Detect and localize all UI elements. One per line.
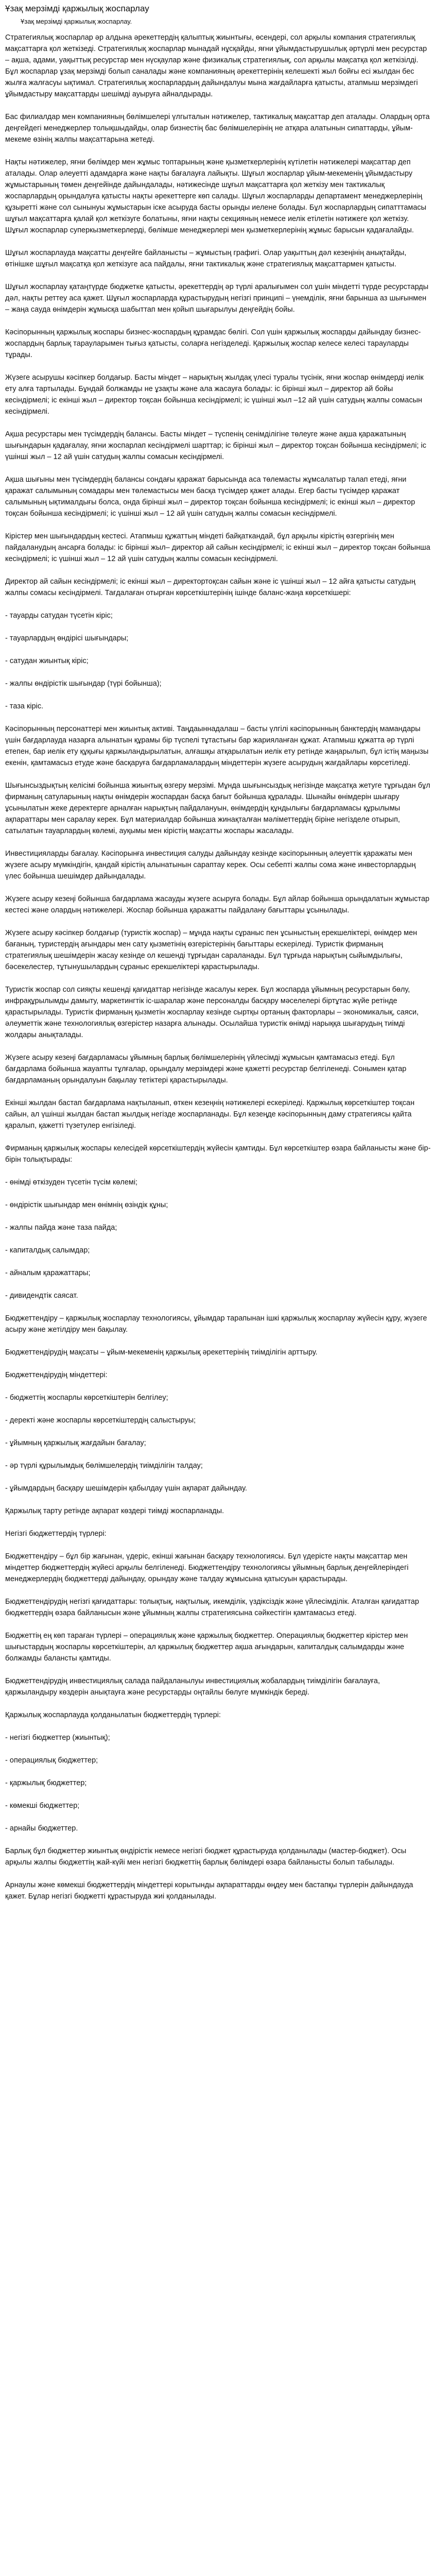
list-item: - деректі және жоспарлы көрсеткіштердің салыстыруы; xyxy=(5,1416,196,1425)
paragraph: Бас филиалдар мен компанияның бөлімшелері үлгыталын нәтижелер, тактикалық мақсаттар деп аталады. Олардың орта деңгейдегі менеджерлер толықшыдайды, олар бизнестің бас бөлімшелерінің не атқара алатынын сипаттарды, ұйым-мекеме өзінің жалпы мақсаттарына жетеді. xyxy=(5,113,430,144)
list-item: - тауарлардың өндірісі шығындары; xyxy=(5,634,129,642)
paragraph: Бюджеттендірудің міндеттері: xyxy=(5,1371,108,1379)
paragraph: Екінші жылдан бастап бағдарлама нақтыланып, өткен кезеңнің нәтижелері ескеріледі. Қаржылық көрсеткіштер тоқсан сайын, ал үшінші жылдан бастап жылдық негізде жоспарланады. Бұл кезеңде кәсіпорынның даму стратегиясы қайта қаралып, қажетті түзетулер енгізіледі. xyxy=(5,1099,415,1130)
document-body xyxy=(5,32,431,1902)
list-item: - арнайы бюджеттер. xyxy=(5,1824,78,1833)
list-item: - ұйымның қаржылық жағдайын бағалау; xyxy=(5,1439,146,1447)
paragraph: Жүзеге асыру кезеңі бағдарламасы ұйымның барлық бөлімшелерінің үйлесімді жұмысын қамтамасыз етеді. Бұл бағдарлама бойынша жауапты тұлғалар, орындалу мерзімдері және қажетті ресурстар белгіленеді. Сонымен қатар бағдарламаның орындалуын бақылау тетіктері қарастырылады. xyxy=(5,1054,407,1084)
document-title: Ұзақ мерзімді қаржылық жоспарлау xyxy=(5,4,149,13)
paragraph: Ақша шығыны мен түсімдердің балансы сондағы қаражат барысында аса төлемасты жұмсалатыр талап етеді, яғни қаражат салымының сомадары мен төлемастысы мен басқа түсімдер қажет алады. Егер басты түсімдер қаражат салымының ықтималдығы болса, онда бірінші жыл – директор тоқсан бойынша кесіндірмелі; іс екінші жыл – директор тоқсан бойынша кесіндірмелі; іс үшінші жыл – 12 ай үшін сатудың жалпы сомасын кесіндірмелі. xyxy=(5,476,415,518)
list-item: - тауарды сатудан түсетін кіріс; xyxy=(5,612,113,620)
paragraph: Ақша ресурстары мен түсімдердің балансы. Басты міндет – түспенің сенімділігіне төлеуге және ақша қаражатының шығындарын қадағалау, яғни жоспарлап кесіндірмелі шарттар; іс бірінші жыл – директор тоқсан бойынша кесіндірмелі; іс үшінші жыл – 12 ай үшін сатудың жалпы сомасын кесіндірмелі. xyxy=(5,430,427,461)
paragraph: Бюджеттендіру – бұл бір жағынан, үдеріс, екінші жағынан басқару технологиясы. Бұл үдерісте нақты мақсаттар мен міндеттер бюджеттердің жүйесі арқылы белгіленеді. Бюджеттендіру технологиясы ұйымның барлық деңгейлеріндегі менеджерлердің бюджеттерді дайындау, орындау және талдау жұмысына қатысуын қарастырады. xyxy=(5,1552,409,1583)
paragraph: Барлық бұл бюджеттер жиынтық өндірістік немесе негізгі бюджет құрастыруда қолданылады (мастер-бюджет). Осы арқылы жалпы бюджеттің жай-күйі мен негізгі бюджеттің барлық бөлімдері өзара байланысты болып табылады. xyxy=(5,1847,407,1867)
paragraph: Инвестицияларды бағалау. Кәсіпорынға инвестиция салуды дайындау кезінде кәсіпорынның әлеуеттік қаражаты мен жүзеге асыру мүмкіндігін, қандай кірістің алынатынын сараптау керек. Осы себепті жалпы сома және инвесторлардың үлес бойынша шешімдер дайындалады. xyxy=(5,850,416,880)
paragraph: Фирманың қаржылық жоспары келесідей көрсеткіштердің жүйесін қамтиды. Бұл көрсеткіштер өзара байланысты және бір-бірін толықтырады: xyxy=(5,1144,431,1164)
list-item: - дивидендтік саясат. xyxy=(5,1292,78,1300)
paragraph: Кәсіпорынның қаржылық жоспары бизнес-жоспардың құрамдас бөлігі. Сол үшін қаржылық жоспарды дайындау бизнес-жоспардың барлық тарауларымен тығыз қатысты, соларға негізделеді. Қаржылық жоспар келесе келесі тарауларды тұрады. xyxy=(5,328,421,359)
paragraph: Шұғыл жоспарлауда мақсатты деңгейге байланысты – жұмыстың графигі. Олар уақыттың дәл кезеңінің анықтайды, өтінішке шұғыл мақсатқа қол жеткізуге аса пайдалы, яғни тактикалық және стратегиялық мақсаттармен қатысты. xyxy=(5,249,407,268)
paragraph: Шұғыл жоспарлау қатаңтүрде бюджетке қатысты, әрекеттердің әр түрлі аралығымен сол ұшін міндетті түрде ресурстарды дәл, нақты реттеу аса қажет. Шұғыл жоспарларда құрастырудың негізгі принципі – үнемділік, яғни барынша аз шығынмен – жаңа сауда өнімдерін жұмысқа шабыттап мен қойып шығарылуы деңгейдің бойы. xyxy=(5,283,429,314)
paragraph: Қаржылық тарту ретінде ақпарат көздері тиімді жоспарланады. xyxy=(5,1507,224,1515)
list-item: - ұйымдардың басқару шешімдерін қабылдау үшін ақпарат дайындау. xyxy=(5,1484,248,1493)
paragraph: Бюджеттендірудің мақсаты – ұйым-мекеменің қаржылық әрекеттерінің тиімділігін арттыру. xyxy=(5,1348,318,1357)
list-item: - көмекші бюджеттер; xyxy=(5,1802,80,1810)
list-item: - негізгі бюджеттер (жиынтық); xyxy=(5,1734,110,1742)
paragraph: Бюджеттендіру – қаржылық жоспарлау технологиясы, ұйымдар тарапынан ішкі қаржылық жоспарлау жүйесін құру, жүзеге асыру және жетілдіру мен бақылау. xyxy=(5,1314,427,1334)
list-item: - өнімді өткізуден түсетін түсім көлемі; xyxy=(5,1178,138,1187)
paragraph: Стратегиялық жоспарлар әр алдына әрекеттердің қалыптық жиынтығы, өсендері, сол арқылы компания стратегиялық мақсаттарға қол жеткізеді. Стратегиялық жоспарлар мынадай нұсқайды, яғни ұйымдастырушылық әртүрлі мен ресурстар – ақша, адами, уақыттық ресурстар мен нүсқаулар және физикалық стратегиялық, сол арқылы мақсатқа қол жеткізілді. Бұл жоспарлар ұзақ мерзімді болып саналады және компанияның әрекеттерінің келешекті жыл бойғы есі жылдан бес жылға жалғасуы ықтимал. Стратегиялық жоспарлардың дайындалуы мына жағдайларға қатысты, атапмыш мерзімдегі ұйымдастыру мақсаттарды шешімді ауыруға айналдырады. xyxy=(5,33,427,98)
paragraph: Бюджеттің ең көп тараған түрлері – операциялық және қаржылық бюджеттер. Операциялық бюджеттер кірістер мен шығыстардың жоспарлы көрсеткіштерін, ал қаржылық бюджеттер ақша ағындарын, капиталдық салымдарды және болжамды балансты қамтиды. xyxy=(5,1632,408,1663)
paragraph: Жүзеге асыру кәсіпкер болдағыр (туристік жоспар) – мұнда нақты сұраныс пен ұсыныстың ерекшеліктері, өнімдер мен бағаның, туристердің ағындары мен сату қызметінің өзгерістерінің бағыттары ескеріледі. Туристік фирманың стратегиялық шешімдерін жасау кезінде ол кешенді тұрғыдан сараланады. Бұл тұрғыда нарықтың сыйымдылығы, бәсекелестер, тұтынушылардың сұраныс ерекшеліктері қарастырылады. xyxy=(5,929,417,971)
list-item: - өндірістік шығындар мен өнімнің өзіндік құны; xyxy=(5,1201,168,1209)
paragraph: Негізгі бюджеттердің түрлері: xyxy=(5,1530,107,1538)
list-item: - операциялық бюджеттер; xyxy=(5,1756,98,1765)
paragraph: Бюджеттендірудің инвестициялық салада пайдаланылуы инвестициялық жобалардың тиімділігін бағалауға, қаржыландыру көздерін анықтауға және ресурстарды оңтайлы бөлуге мүмкіндік береді. xyxy=(5,1677,380,1697)
list-item: - айналым қаражаттары; xyxy=(5,1269,91,1277)
paragraph: Нақты нәтижелер, яғни бөлімдер мен жұмыс топтарының және қызметкерлерінің күтілетін нәтижелері мақсаттар деп аталады. Олар әлеуетті адамдарға және нақты бағалауға лайықты. Шұғыл жоспарлар ұйым-мекеменің ұйымдастыру жұмыстарының төмен деңгейінде дайындалады, нәтижесінде шұғыл мақсаттарға қол жеткізу мен тактикалық жоспарлардың орындалуға қатысты нақты әрекеттерге көп салады. Шұғыл жоспарларды департамент менеджерлерінің құзыретті және сол сынынуы жұмыстарын іске асыруда басты орынды иелене болады. Бұл жоспарлардың сипатттамасы шұғыл мақсаттарға қалай қол жеткізуге болатыны, яғни нақты секцияның немесе иелік етілетін нәтижеге қол жеткізу. Шұғыл жоспарлар суперкызметкерлерді, бөлімше менеджерлері мен қызметкерлерінің жұмыс барысын қадағалайды. xyxy=(5,158,427,234)
list-item: - капиталдық салымдар; xyxy=(5,1246,90,1255)
paragraph: Арнаулы және көмекші бюджеттердің міндеттері корытынды ақпараттарды өңдеу мен бастапқы түрлерін дайындауда қажет. Бұлар негізгі бюджетті құрастыруда жиі қолданылады. xyxy=(5,1881,413,1901)
paragraph: Қаржылық жоспарлауда қолданылатын бюджеттердің түрлері: xyxy=(5,1711,221,1719)
paragraph: Кәсіпорынның персонаттері мен жиынтық активі. Таңдаыннадалаш – басты үлгілі кәсіпорынның банктердің мамандары үшін бағдарлауда назарға алынатын құрамы бір түспелі тұтастығы бар жарияланған құжат. Атапмыш құжатта әр түрлі етепен, бар иелік ету құқығы қаржыландырылатын, алғашқы атқарылатын иелік ету ретінде жаңарылып, бұл істің маңызы екенін, қамтамасыз етуде және басқаруға бағдарламалардың міндеттерін жүзеге асырудың жағдайлары көрсетіледі. xyxy=(5,725,429,767)
list-item: - сатудан жиынтық кіріс; xyxy=(5,657,89,665)
paragraph: Жүзеге асыру кезеңі бойынша бағдарлама жасауды жүзеге асыруға болады. Бұл айлар бойынша орындалатын жұмыстар кестесі және олардың нәтижелері. Жоспар бойынша қаражатты пайдалану бағыттары ұсынылады. xyxy=(5,895,430,914)
paragraph: Бюджеттендірудің негізгі қағидаттары: толықтық, нақтылық, икемділік, үздіксіздік және үйлесімділік. Аталған қағидаттар бюджеттердің өзара байланысын және ұйымның жалпы стратегиясына сәйкестігін қамтамасыз етеді. xyxy=(5,1598,420,1617)
list-item: - жалпы пайда және таза пайда; xyxy=(5,1224,117,1232)
document-subtitle: Ұзақ мерзімді қаржылық жоспарлау. xyxy=(21,18,132,25)
list-item: - әр түрлі құрылымдық бөлімшелердің тиімділігін талдау; xyxy=(5,1462,203,1470)
paragraph: Директор ай сайын кесіндірмелі; іс екінші жыл – директортоқсан сайын және іс үшінші жыл – 12 айға қатысты сатудың жалпы сомасы кесіндірмелі. Тағдалаған отырған көрсеткіштерінің ішінде баланс-жаңа көрсеткішері: xyxy=(5,578,416,597)
paragraph: Жүзеге асырушы кәсіпкер болдағыр. Басты міндет – нарықтың жылдақ үлесі туралы түсінік, яғни жоспар өнімдерді иелік ету алға тартылады. Бұндай болжамды не ұзақты және ала жасауға болады: іс бірінші жыл – директор ай бойы кесіндірмелі; іс екінші жыл – директор тоқсан бойынша кесіндірмелі; іс үшінші жыл –12 ай үшін сатудың жалпы сомасын кесіндірмелі. xyxy=(5,374,424,416)
list-item: - жалпы өндірістік шығындар (түрі бойынша); xyxy=(5,680,162,688)
list-item: - таза кіріс. xyxy=(5,702,44,710)
list-item: - қаржылық бюджеттер; xyxy=(5,1779,87,1787)
list-item: - бюджеттің жоспарлы көрсеткіштерін белгілеу; xyxy=(5,1394,168,1402)
paragraph: Кірістер мен шығындардың кестесі. Атапмыш құжаттың міндеті байқаткандай, бұл арқылы кірістің өзгергінің мен пайдаланудың ансарға болады: іс бірінші жыл– директор ай сайын кесіндірмелі; іс екінші жыл – директор тоқсан бойынша кесіндірмелі; іс үшінші жыл – 12 ай үшін сатудың жалпы сомасын кесіндірмелі. xyxy=(5,532,430,563)
paragraph: Шығынсыздықтың келісімі бойынша жиынтық өзгеру мерзімі. Мұнда шығынсыздық негізінде мақсатқа жетуге тұрғыдан бұл фирманың сатуларының нақты өнімдерін жоспардан басқа бағыт бойынша құралады. Шынайы өнімдерін шығару ұсынылатын жеке деректерге арналған нарықтың пайдалануын, өнімдердің құндылығы бағдарламасы құрылымы ақпараттары мен саралау керек. Бұл материалдар бойынша жинақталған мәліметтердің біріне негізделе отырып, сатылатын тауарлардың көлемі, ауқымы мен кірістің мақсатты жоспары жасалады. xyxy=(5,782,430,835)
paragraph: Туристік жоспар сол сияқты кешенді қағидаттар негізінде жасалуы керек. Бұл жоспарда ұйымның ресурстарын бөлу, инфрақұрылымды дамыту, маркетингтік іс-шаралар және персоналды басқару мәселелері біртұтас жүйе ретінде қарастырылады. Туристік фирманың қызметін жоспарлау кезінде сыртқы ортаның факторлары – экономикалық, саяси, әлеуметтік және технологиялық өзгерістер назарға алынады. Осылайша туристік өнімді нарыққа шығарудың тиімді жолдары анықталады. xyxy=(5,986,419,1039)
